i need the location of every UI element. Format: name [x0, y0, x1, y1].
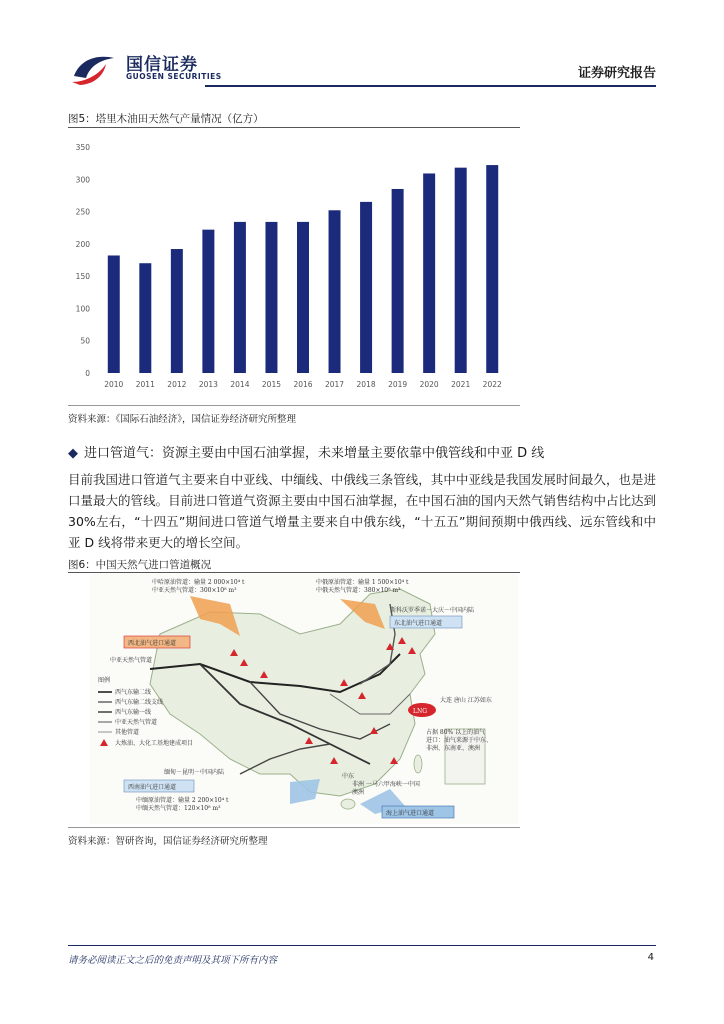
- y-tick-label: 0: [85, 369, 90, 378]
- page-number: 4: [647, 952, 654, 963]
- bar-2011: [139, 263, 151, 373]
- y-tick-label: 150: [75, 272, 90, 282]
- x-tick-label: 2017: [324, 380, 345, 389]
- diamond-bullet-icon: ◆: [68, 446, 78, 461]
- pipeline-map: [90, 574, 518, 824]
- x-tick-label: 2022: [482, 380, 502, 389]
- map-ne-route: 斯科沃罗季诺－大庆－中国内陆: [390, 607, 475, 614]
- x-tick-label: 2020: [419, 380, 439, 389]
- x-tick-label: 2011: [135, 380, 155, 389]
- china-pipeline-map-figure: [90, 574, 518, 824]
- map-ne-channel: 东北油气进口通道: [394, 620, 443, 627]
- y-tick-label: 100: [75, 304, 90, 314]
- map-sea-route-3: 澳洲: [352, 789, 365, 796]
- x-tick-label: 2019: [388, 380, 408, 389]
- figure-5-top-rule: [68, 127, 520, 128]
- map-se-note-3: 非洲、东南亚、澳洲: [426, 745, 481, 752]
- map-nw-channel: 西北油气进口通道: [128, 640, 177, 647]
- map-ru-gas: 中俄天然气管道：380×10⁸ m³: [316, 587, 401, 594]
- section-paragraph: 目前我国进口管道气主要来自中亚线、中缅线、中俄线三条管线，其中中亚线是我国发展时间最久，也是进口量最大的管线。目前进口管道气资源主要由中国石油掌握，在中国石油的国内天然气销售结构中占比达到 30%左右，“十四五”期间进口管道气增量主要来自中俄东线，“十五五”期间预期中俄西线、远东管线和中亚 D 线将带来更大的增长空间。: [68, 472, 656, 550]
- map-legend-title: 图例: [98, 677, 111, 684]
- footer-disclaimer: 请务必阅读正文之后的免责声明及其项下所有内容: [68, 955, 278, 966]
- header-divider: [205, 85, 656, 87]
- bar-2017: [329, 210, 341, 373]
- figure-5-title: 图5：塔里木油田天然气产量情况（亿方）: [68, 113, 264, 125]
- x-tick-label: 2012: [167, 380, 187, 389]
- bar-2013: [202, 230, 214, 373]
- map-se-note-1: 占据 80% 以上的油气: [426, 729, 486, 736]
- bar-2014: [234, 222, 246, 373]
- x-tick-label: 2018: [356, 380, 376, 389]
- x-tick-label: 2016: [293, 380, 313, 389]
- map-sea-route-1: 中东: [342, 773, 355, 780]
- map-sea-route-2: 非洲 一马六甲海峡一中国: [352, 781, 420, 788]
- bar-2012: [171, 249, 183, 373]
- map-legend-2: 西气东输二线支线: [115, 699, 164, 706]
- map-sea-channel: 海上油气进口通道: [386, 810, 435, 817]
- gas-production-bar-chart: [68, 133, 520, 395]
- bar-2010: [108, 255, 120, 373]
- map-mm-oil: 中缅原油管道：输量 2 200×10⁴ t: [136, 797, 229, 804]
- footer-divider: [68, 945, 656, 946]
- map-sw-channel: 西南油气进口通道: [128, 784, 177, 791]
- map-ca-oil: 中哈原油管道：输量 2 000×10⁴ t: [152, 579, 245, 586]
- y-tick-label: 250: [75, 207, 90, 217]
- figure-6-source: 资料来源：智研咨询，国信证券经济研究所整理: [68, 836, 268, 847]
- bar-2021: [455, 168, 467, 373]
- bar-2019: [392, 189, 404, 373]
- y-tick-label: 50: [80, 336, 90, 346]
- x-tick-label: 2014: [230, 380, 250, 389]
- map-ca-gas: 中亚天然气管道：300×10⁸ m³: [152, 587, 237, 594]
- logo-name-cn: 国信证券: [126, 55, 198, 75]
- bar-2022: [486, 165, 498, 373]
- y-tick-label: 200: [75, 239, 90, 249]
- figure-5-source: 资料来源：《国际石油经济》，国信证券经济研究所整理: [68, 414, 297, 425]
- report-type-label: 证券研究报告: [577, 66, 656, 81]
- bar-2016: [297, 222, 309, 373]
- map-lng-ports: 大连 唐山 江苏如东: [440, 697, 492, 704]
- section-heading-text: 进口管道气：资源主要由中国石油掌握，未来增量主要依靠中俄管线和中亚 D 线: [84, 446, 545, 461]
- map-sw-route: 缅甸－昆明－中国内陆: [164, 769, 225, 776]
- map-legend-4: 中亚天然气管道: [115, 719, 158, 726]
- y-tick-label: 350: [75, 143, 90, 152]
- guosen-logo-icon: [70, 52, 118, 86]
- map-ca-pipe: 中亚天然气管道: [110, 657, 153, 664]
- x-tick-label: 2013: [198, 380, 218, 389]
- map-lng: LNG: [413, 708, 428, 715]
- figure-5-bottom-rule: [68, 405, 520, 406]
- figure-6-top-rule: [68, 572, 520, 573]
- figure-6-title: 图6：中国天然气进口管道概况: [68, 559, 212, 571]
- map-se-note-2: 进口：油气来源于中东、: [426, 737, 493, 744]
- bar-2018: [360, 202, 372, 373]
- map-legend-3: 西气东输一线: [115, 709, 152, 716]
- logo-name-en: GUOSEN SECURITIES: [126, 72, 222, 81]
- figure-6-bottom-rule: [68, 827, 520, 828]
- map-legend-6: 大炼油、大化工基地建成项目: [115, 740, 194, 747]
- x-tick-label: 2015: [261, 380, 282, 389]
- map-ru-oil: 中俄原油管道：输量 1 500×10⁴ t: [316, 579, 409, 586]
- x-tick-label: 2021: [451, 380, 471, 389]
- section-heading: [68, 442, 544, 461]
- bar-2015: [265, 222, 277, 373]
- bar-2020: [423, 173, 435, 373]
- y-tick-label: 300: [75, 175, 90, 185]
- map-legend-5: 其他管道: [115, 729, 140, 736]
- map-legend-1: 西气东输二线: [115, 689, 152, 696]
- x-tick-label: 2010: [104, 380, 124, 389]
- map-mm-gas: 中缅天然气管道：120×10⁸ m³: [136, 805, 221, 812]
